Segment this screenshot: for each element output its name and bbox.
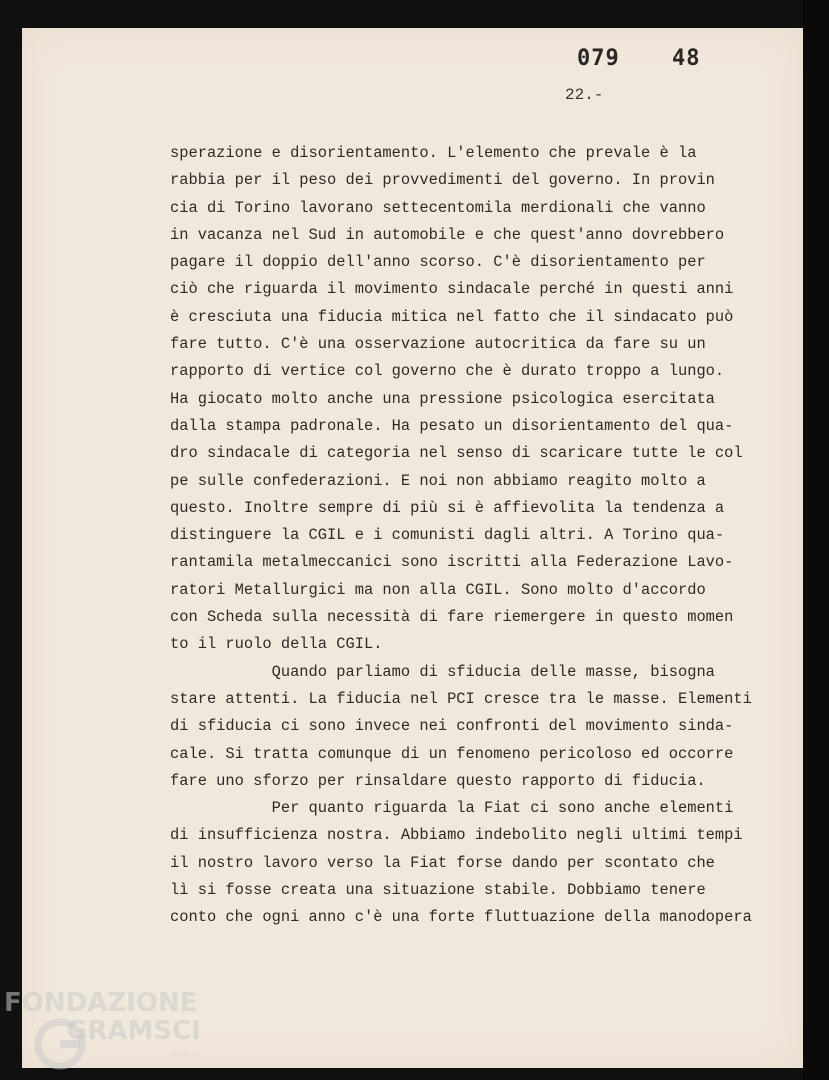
fondazione-gramsci-watermark — [4, 988, 214, 1080]
watermark-line2: GRAMSCI — [66, 1016, 201, 1046]
text-line: distinguere la CGIL e i comunisti dagli altri. A Torino qua- — [170, 526, 725, 545]
text-line: conto che ogni anno c'è una forte fluttuazione della manodopera — [170, 908, 752, 927]
text-line: Quando parliamo di sfiducia delle masse, bisogna — [170, 662, 715, 681]
typewritten-body — [170, 140, 790, 932]
text-line: lì si fosse creata una situazione stabile. Dobbiamo tenere — [170, 881, 706, 900]
text-line: rabbia per il peso dei provvedimenti del governo. In provin — [170, 171, 715, 190]
text-line: è cresciuta una fiducia mitica nel fatto che il sindacato può — [170, 307, 734, 326]
watermark-line1: FONDAZIONE — [4, 988, 198, 1018]
text-line: fare uno sforzo per rinsaldare questo rapporto di fiducia. — [170, 771, 706, 790]
text-line: il nostro lavoro verso la Fiat forse dando per scontato che — [170, 853, 715, 872]
text-line: dro sindacale di categoria nel senso di scaricare tutte le col — [170, 444, 743, 463]
text-line: di sfiducia ci sono invece nei confronti del movimento sinda- — [170, 717, 734, 736]
text-line: pe sulle confederazioni. E noi non abbiamo reagito molto a — [170, 471, 706, 490]
text-line: sperazione e disorientamento. L'elemento che prevale è la — [170, 144, 697, 162]
text-line: cia di Torino lavorano settecentomila merdionali che vanno — [170, 198, 706, 217]
scan-edge — [803, 0, 829, 1080]
archive-number-a: 079 — [577, 46, 620, 71]
text-line: rantamila metalmeccanici sono iscritti alla Federazione Lavo- — [170, 553, 734, 572]
text-line: ratori Metallurgici ma non alla CGIL. Sono molto d'accordo — [170, 580, 706, 599]
text-line: fare tutto. C'è una osservazione autocritica da fare su un — [170, 335, 706, 354]
page-number: 22.- — [565, 86, 604, 104]
archive-number-b: 48 — [672, 46, 701, 71]
text-line: con Scheda sulla necessità di fare riemergere in questo momen — [170, 608, 734, 627]
text-line: questo. Inoltre sempre di più si è affievolita la tendenza a — [170, 498, 725, 517]
text-line: ciò che riguarda il movimento sindacale perché in questi anni — [170, 280, 734, 299]
watermark-suffix: onlus — [174, 1050, 199, 1060]
text-line: di insufficienza nostra. Abbiamo indebolito negli ultimi tempi — [170, 826, 743, 845]
text-line: dalla stampa padronale. Ha pesato un disorientamento del qua- — [170, 416, 734, 435]
text-line: in vacanza nel Sud in automobile e che quest'anno dovrebbero — [170, 225, 725, 244]
text-line: cale. Si tratta comunque di un fenomeno pericoloso ed occorre — [170, 744, 734, 763]
text-line: Per quanto riguarda la Fiat ci sono anche elementi — [170, 799, 734, 818]
text-line: to il ruolo della CGIL. — [170, 635, 383, 654]
text-line: Ha giocato molto anche una pressione psicologica esercitata — [170, 389, 715, 408]
text-line: stare attenti. La fiducia nel PCI cresce tra le masse. Elementi — [170, 689, 752, 708]
text-line: rapporto di vertice col governo che è durato troppo a lungo. — [170, 362, 725, 381]
text-line: pagare il doppio dell'anno scorso. C'è disorientamento per — [170, 253, 706, 272]
